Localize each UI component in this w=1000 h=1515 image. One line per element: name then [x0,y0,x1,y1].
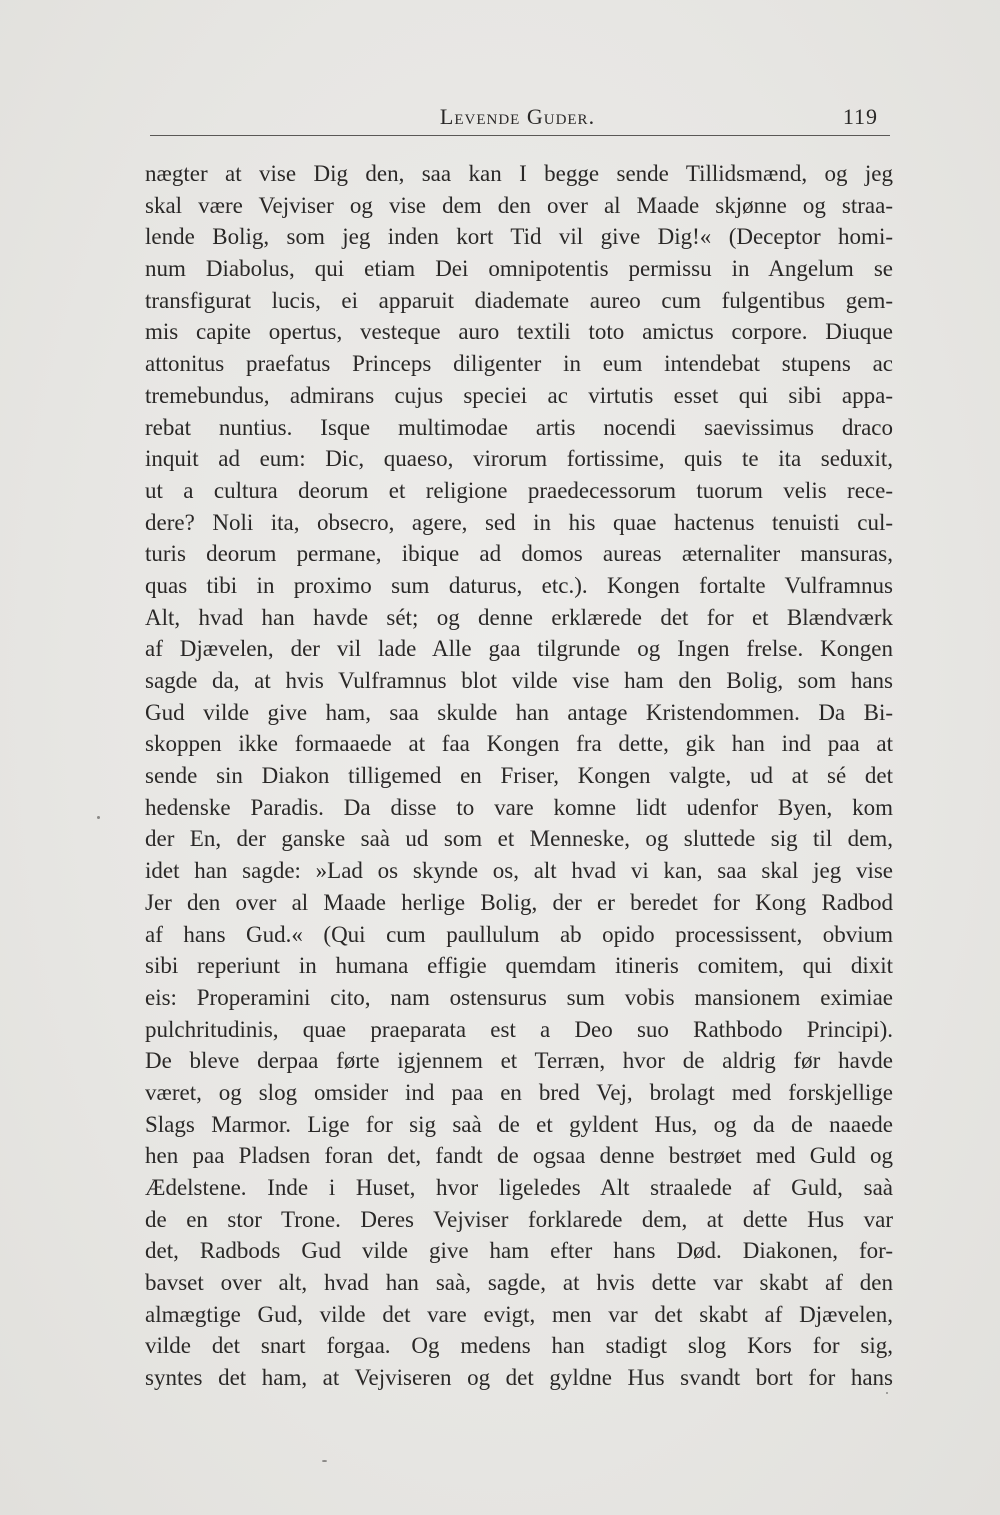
text-line: været, og slog omsider ind paa en bred Vej, brolagt med forskjellige [145,1079,893,1105]
text-line: pulchritudinis, quae praeparata est a Deo suo Rathbodo Principi). [145,1016,893,1042]
text-line: quas tibi in proximo sum daturus, etc.). Kongen fortalte Vulframnus [145,572,893,598]
text-line: sagde da, at hvis Vulframnus blot vilde vise ham den Bolig, som hans [145,668,893,693]
text-line: dere? Noli ita, obsecro, agere, sed in his quae hactenus tenuisti cul- [145,509,893,535]
text-line: eis: Properamini cito, nam ostensurus sum vobis mansionem eximiae [145,984,893,1010]
paper-speck [97,816,100,819]
text-line: vilde det snart forgaa. Og medens han stadigt slog Kors for sig, [145,1333,893,1359]
text-line: Gud vilde give ham, saa skulde han antage Kristendommen. Da Bi- [145,699,893,725]
text-line: af hans Gud.« (Qui cum paullulum ab opido processissent, obvium [145,921,893,947]
running-head: Levende Guder. [439,104,596,129]
text-line: mis capite opertus, vesteque auro textili toto amictus corpore. Diuque [145,319,893,345]
text-line: de en stor Trone. Deres Vejviser forklarede dem, at dette Hus var [145,1206,893,1232]
text-line: sende sin Diakon tilligemed en Friser, Kongen valgte, ud at sé det [145,763,893,789]
text-line: Alt, hvad han havde sét; og denne erklærede det for et Blændværk [145,604,893,630]
text-line: idet han sagde: »Lad os skynde os, alt hvad vi kan, saa skal jeg vise [145,858,893,884]
text-line: turis deorum permane, ibique ad domos aureas æternaliter mansuras, [145,541,893,567]
text-line: Jer den over al Maade herlige Bolig, der er beredet for Kong Radbod [145,889,893,915]
text-line: skoppen ikke formaaede at faa Kongen fra dette, gik han ind paa at [145,731,893,757]
text-line: der En, der ganske saà ud som et Menneske, og sluttede sig til dem, [145,826,893,852]
text-line: tremebundus, admirans cujus speciei ac virtutis esset qui sibi appa- [145,382,893,408]
text-line: skal være Vejviser og vise dem den over al Maade skjønne og straa- [145,192,893,218]
text-line: rebat nuntius. Isque multimodae artis nocendi saevissimus draco [145,414,893,440]
text-line: Slags Marmor. Lige for sig saà de et gyldent Hus, og da de naaede [145,1111,893,1137]
paper-speck [322,1460,327,1462]
text-line: syntes det ham, at Vejviseren og det gyldne Hus svandt bort for hans [145,1365,893,1391]
header-rule [150,135,890,136]
text-line: De bleve derpaa førte igjennem et Terræn, hvor de aldrig før havde [145,1048,893,1074]
text-line: Ædelstene. Inde i Huset, hvor ligeledes Alt straalede af Guld, saà [145,1175,893,1200]
page-number: 119 [842,104,878,129]
text-line: sibi reperiunt in humana effigie quemdam itineris comitem, qui dixit [145,953,893,979]
text-line: inquit ad eum: Dic, quaeso, virorum fortissime, quis te ita seduxit, [145,446,893,472]
text-line: det, Radbods Gud vilde give ham efter hans Død. Diakonen, for- [145,1238,893,1264]
text-line: attonitus praefatus Princeps diligenter in eum intendebat stupens ac [145,351,893,377]
text-line: transfigurat lucis, ei apparuit diademate aureo cum fulgentibus gem- [145,287,893,313]
text-line: lende Bolig, som jeg inden kort Tid vil give Dig!« (Deceptor homi- [145,224,893,250]
text-line: ut a cultura deorum et religione praedecessorum tuorum velis rece- [145,477,893,503]
text-line: nægter at vise Dig den, saa kan I begge sende Tillidsmænd, og jeg [145,161,893,186]
text-line: af Djævelen, der vil lade Alle gaa tilgrunde og Ingen frelse. Kongen [145,636,893,662]
text-line: num Diabolus, qui etiam Dei omnipotentis permissu in Angelum se [145,256,893,282]
text-line: hen paa Pladsen foran det, fandt de ogsaa denne bestrøet med Guld og [145,1143,893,1169]
text-line: almægtige Gud, vilde det vare evigt, men var det skabt af Djævelen, [145,1301,893,1327]
body-text [145,158,893,1394]
text-line: hedenske Paradis. Da disse to vare komne lidt udenfor Byen, kom [145,794,893,820]
paper-speck [886,1392,888,1394]
text-line: bavset over alt, hvad han saà, sagde, at hvis dette var skabt af den [145,1270,893,1296]
